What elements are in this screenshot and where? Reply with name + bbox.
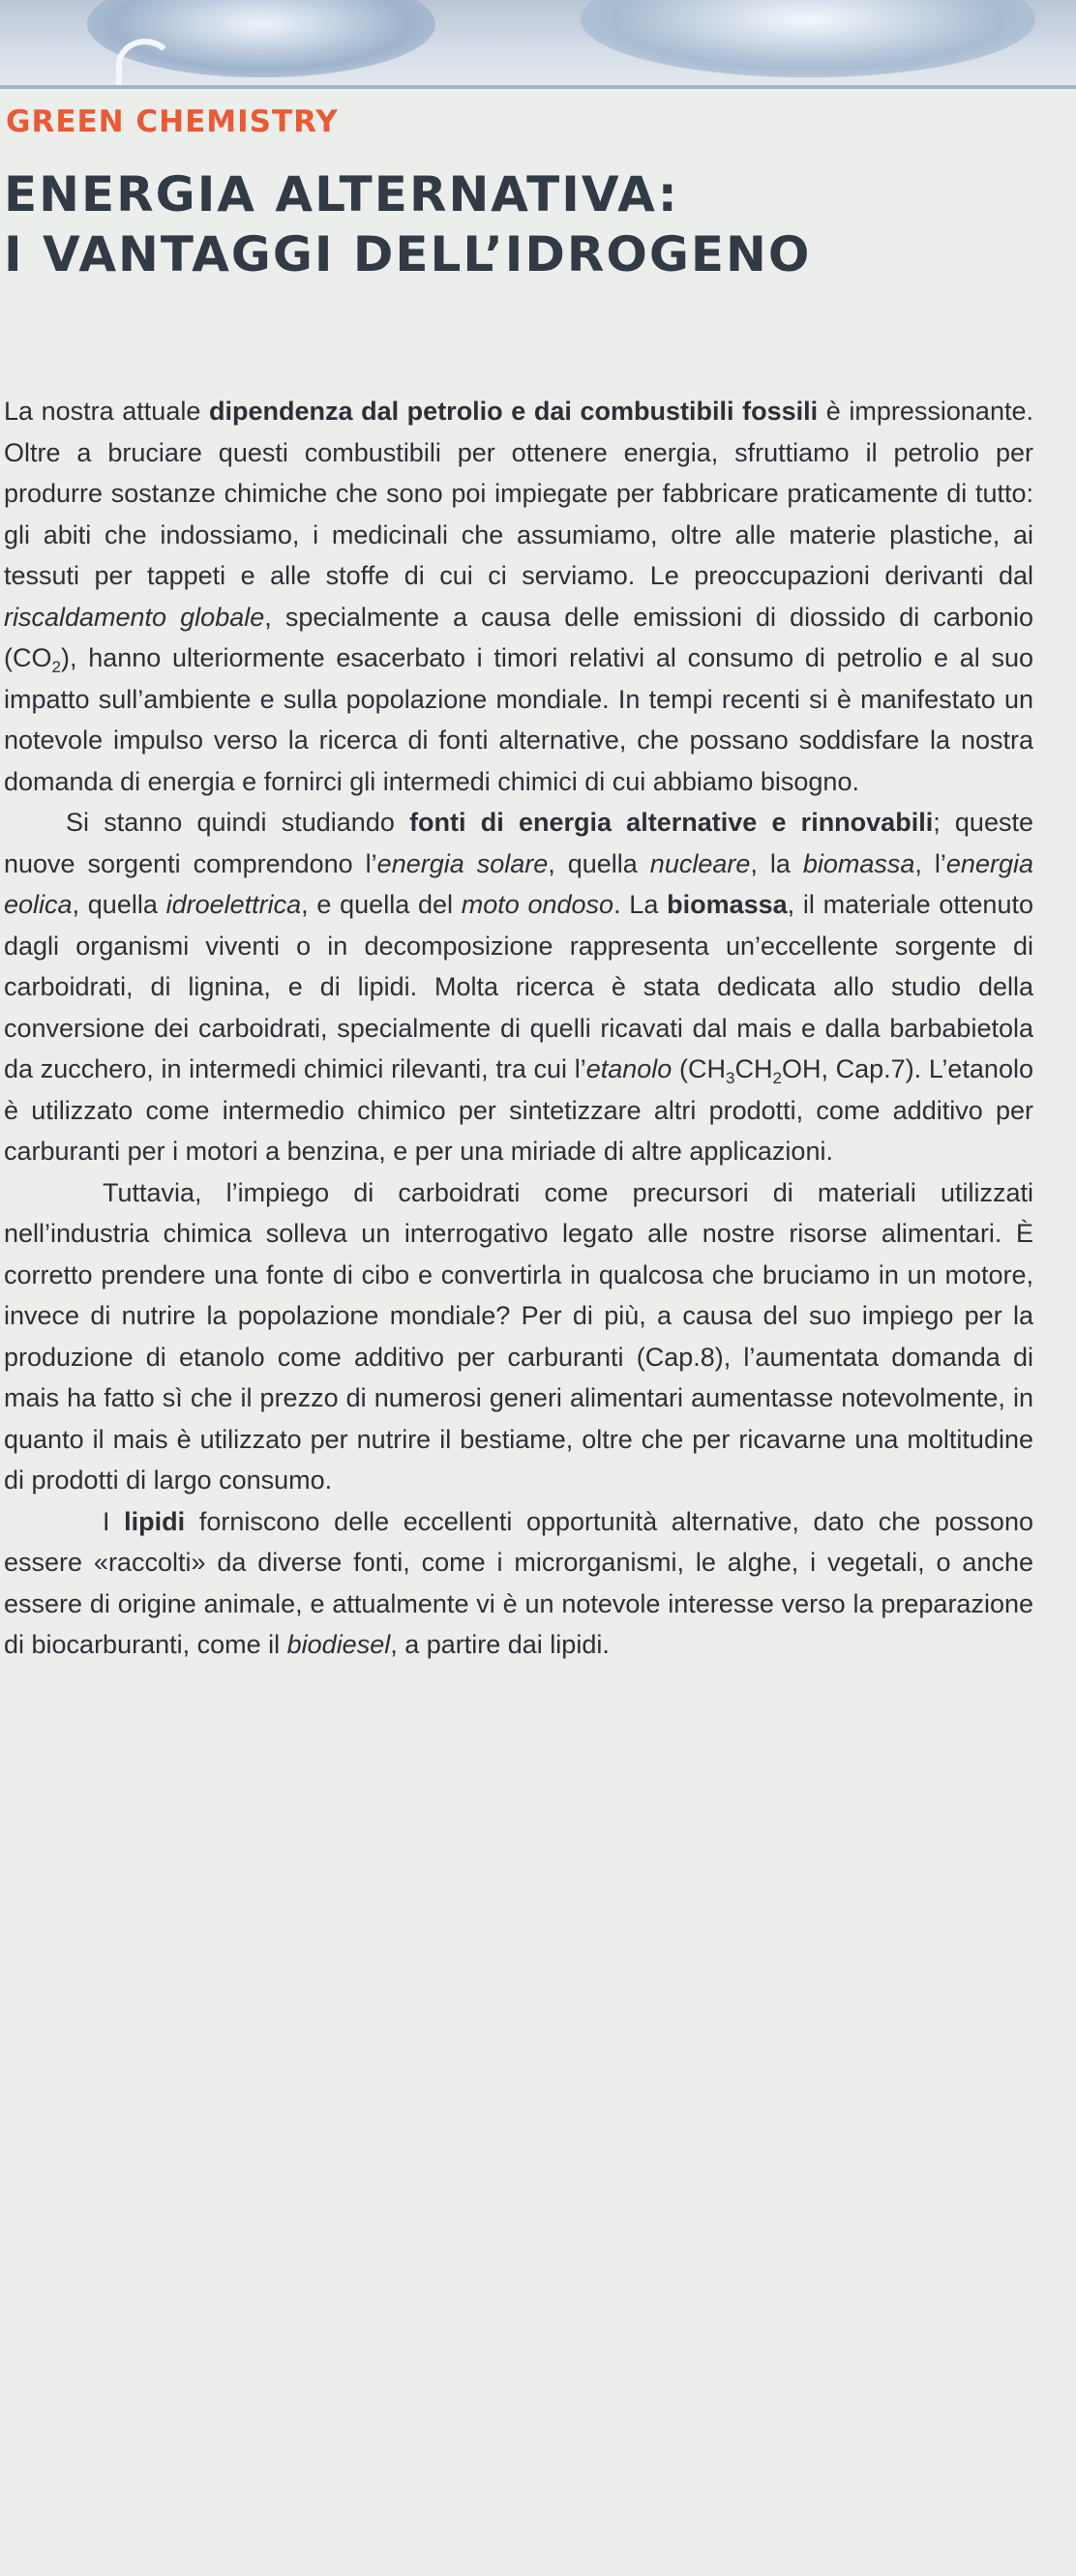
italic-term: biodiesel bbox=[286, 1630, 391, 1659]
page-title bbox=[4, 164, 1068, 284]
text-run: , a partire dai lipidi. bbox=[390, 1630, 610, 1659]
section-kicker: GREEN CHEMISTRY bbox=[6, 104, 339, 139]
text-run: I bbox=[103, 1506, 125, 1536]
text-run: , e quella del bbox=[301, 890, 462, 919]
glass-hook-shape bbox=[116, 39, 174, 89]
text-run: forniscono delle eccellenti opportunità alternative, dato che possono essere «raccolti» da diverse fonti, come i microrganismi, le alghe, i vegetali, o anche essere di origine animale, e attualmente vi è un notevole interesse verso la preparazione di biocarburanti, come il bbox=[4, 1506, 1033, 1659]
text-run: ), hanno ulteriormente esacerbato i timori relativi al consumo di petrolio e al suo impatto sull’ambiente e sulla popolazione mondiale. In tempi recenti si è manifestato un notevole impulso verso la ricerca di fonti alternative, che possano soddisfare la nostra domanda di energia e fornirci gli intermedi chimici di cui abbiamo bisogno. bbox=[4, 643, 1033, 796]
text-run: OH, Cap.7). L’etanolo è utilizzato come intermedio chimico per sintetizzare altri prodotti, come additivo per carburanti per i motori a benzina, e per una miriade di altre applicazioni. bbox=[4, 1054, 1033, 1166]
text-run: Si stanno quindi studiando bbox=[66, 808, 410, 837]
text-run: CH bbox=[734, 1054, 773, 1083]
paragraph-3 bbox=[4, 1172, 1033, 1501]
italic-term: energia solare bbox=[376, 848, 549, 878]
italic-term: energia eolica bbox=[4, 848, 1033, 919]
text-run: , l’ bbox=[914, 848, 946, 878]
italic-term: moto ondoso bbox=[461, 890, 614, 919]
italic-term: etanolo bbox=[585, 1054, 672, 1083]
subscript: 2 bbox=[772, 1069, 782, 1087]
article-body bbox=[4, 391, 1033, 1666]
photo-bottom-edge bbox=[0, 85, 1076, 89]
text-run: è impressionante. Oltre a bruciare questi combustibili per ottenere energia, sfruttiamo il petrolio per produrre sostanze chimiche che sono poi impiegate per fabbricare praticamente di tutto: gli abiti che indossiamo, i medicinali che assumiamo, oltre alle materie plastiche, ai tessuti per tappeti e alle stoffe di cui ci serviamo. Le preoccupazioni derivanti dal bbox=[4, 397, 1033, 590]
glassware-highlight bbox=[581, 0, 1035, 77]
text-run: , la bbox=[750, 848, 803, 878]
text-run: , il materiale ottenuto dagli organismi viventi o in decomposizione rappresenta un’eccellente sorgente di carboidrati, di lignina, e di lipidi. Molta ricerca è stata dedicata allo studio della conversione dei carboidrati, specialmente di quelli ricavati dal mais e dalla barbabietola da zucchero, in intermedi chimici rilevanti, tra cui l’ bbox=[4, 890, 1033, 1083]
italic-term: nucleare bbox=[649, 848, 751, 878]
italic-term: biomassa bbox=[802, 848, 915, 878]
header-photo bbox=[0, 0, 1076, 89]
text-run: , quella bbox=[548, 848, 650, 878]
title-line-1: ENERGIA ALTERNATIVA: bbox=[4, 166, 679, 222]
paragraph-1 bbox=[4, 391, 1033, 802]
italic-term: riscaldamento globale bbox=[4, 602, 265, 632]
italic-term: idroelettrica bbox=[165, 890, 302, 919]
text-run: . La bbox=[613, 890, 668, 919]
bold-term: fonti di energia alternative e rinnovabili bbox=[409, 808, 934, 837]
text-run: Tuttavia, l’impiego di carboidrati come precursori di materiali utilizzati nell’industria chimica solleva un interrogativo legato alle nostre risorse alimentari. È corretto prendere una fonte di cibo e convertirla in qualcosa che bruciamo in un motore, invece di nutrire la popolazione mondiale? Per di più, a causa del suo impiego per la produzione di etanolo come additivo per carburanti (Cap.8), l’aumentata domanda di mais ha fatto sì che il prezzo di numerosi generi alimentari aumentasse notevolmente, in quanto il mais è utilizzato per nutrire il bestiame, oltre che per ricavarne una moltitudine di prodotti di largo consumo. bbox=[4, 1177, 1033, 1495]
text-run: , quella bbox=[72, 890, 166, 919]
text-run: (CH bbox=[672, 1054, 727, 1083]
paragraph-2 bbox=[4, 802, 1033, 1172]
text-run: , specialmente a causa delle emissioni di diossido di carbonio (CO bbox=[4, 602, 1033, 672]
text-run: La nostra attuale bbox=[4, 397, 209, 426]
subscript: 2 bbox=[51, 658, 61, 676]
bold-term: lipidi bbox=[124, 1506, 186, 1536]
title-line-2: I VANTAGGI DELL’IDROGENO bbox=[4, 226, 812, 282]
paragraph-4 bbox=[4, 1501, 1033, 1666]
bold-term: dipendenza dal petrolio e dai combustibili fossili bbox=[208, 397, 819, 426]
text-run: ; queste nuove sorgenti comprendono l’ bbox=[4, 808, 1033, 878]
bold-term: biomassa bbox=[667, 890, 788, 919]
subscript: 3 bbox=[726, 1069, 735, 1087]
